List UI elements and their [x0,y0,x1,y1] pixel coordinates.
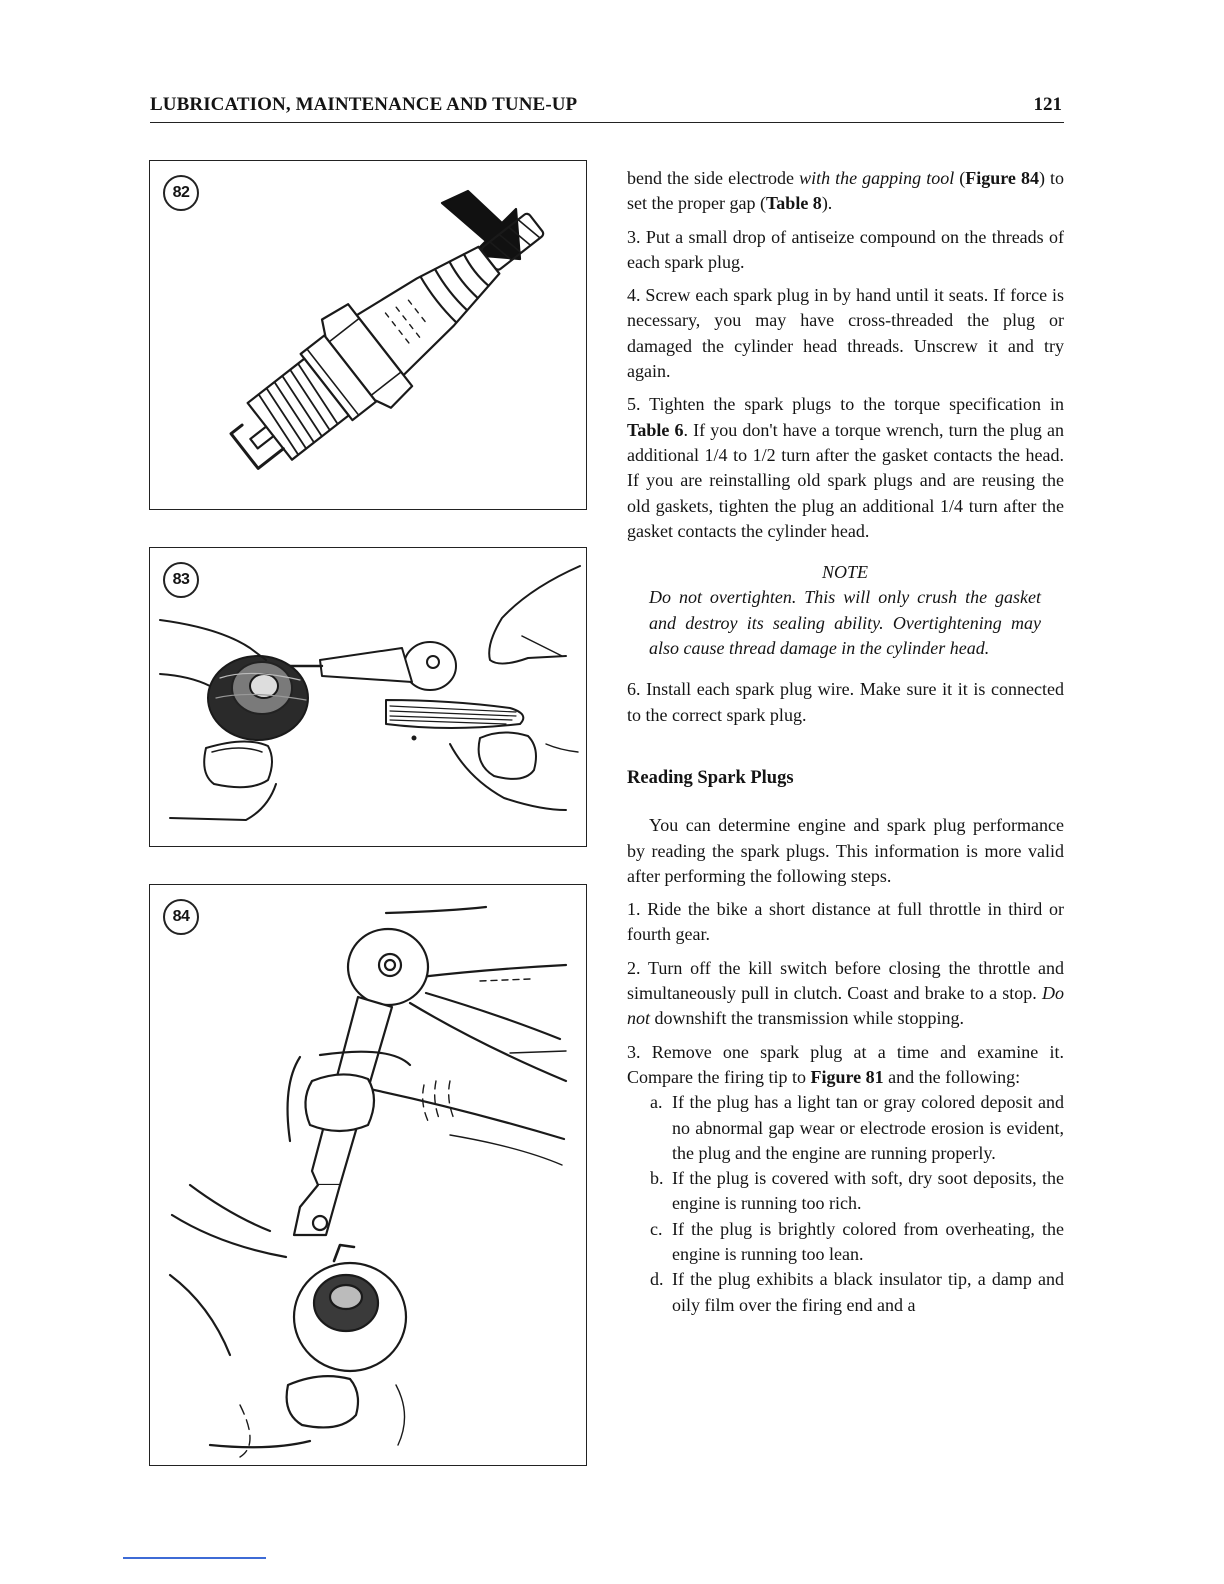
reading-step-2 [627,956,1064,1032]
step-4: 4. Screw each spark plug in by hand until it seats. If force is necessary, you may have cross-threaded the plug or damaged the cylinder head threads. Unscrew it and try again. [627,285,1064,382]
text-run: bend the side electrode [627,168,800,188]
section-heading: Reading Spark Plugs [627,767,794,788]
list-item [627,1267,1064,1318]
reading-intro: You can determine engine and spark plug performance by reading the spark plugs. This information is more valid after performing the following steps. [627,815,1064,886]
list-marker: b. [650,1168,664,1189]
figure-number-badge: 82 [163,175,199,211]
step-3: 3. Put a small drop of antiseize compound on the threads of each spark plug. [627,226,1064,272]
figure-reference: Figure 81 [810,1066,884,1087]
footer-rule [123,1557,266,1559]
list-marker: d. [650,1269,664,1290]
note-text: Do not overtighten. This will only crush the gasket and destroy its sealing ability. Overtightening may also cause thread damage in the cylinder head. [649,587,1041,659]
note-title: NOTE [821,562,868,583]
figure-reference: Figure 84 [965,168,1039,188]
gapping-tool-illustration-icon [150,885,586,1465]
figure-number-badge: 83 [163,562,199,598]
text-run: ( [954,168,966,188]
table-reference: Table 8 [765,193,822,214]
text-run: ) to set the proper gap ( [627,168,1064,214]
text-run: 5. Tighten the spark plugs to the torque specification in [627,394,1064,415]
figure-number-badge: 84 [163,899,199,935]
text-run: . If you don't have a torque wrench, turn the plug an additional 1/4 to 1/2 turn after the gasket contacts the head. If you are reinstalling old spark plugs and are reusing the old gaskets, tighten the plug an additional 1/4 turn after the gasket contacts the cylinder head. [627,419,1064,541]
page-number: 121 [1033,94,1062,115]
step-6: 6. Install each spark plug wire. Make sure it it is connected to the correct spark plug. [627,679,1064,725]
reading-step-3 [627,1040,1064,1091]
list-item [627,1166,1064,1217]
chapter-title: LUBRICATION, MAINTENANCE AND TUNE-UP [150,94,578,115]
emphasis-text: with the gapping tool [799,168,955,188]
text-run: 2. Turn off the kill switch before closing the throttle and simultaneously pull in clutch. Coast and brake to a stop. [627,957,1064,1004]
body-text-column [627,166,1064,1318]
figure-83 [149,547,587,847]
step-5 [627,392,1064,544]
gap-gauge-measurement-illustration-icon [150,548,586,846]
list-item-text: If the plug is covered with soft, dry soot deposits, the engine is running too rich. [672,1168,1064,1214]
reading-step-1: 1. Ride the bike a short distance at full throttle in third or fourth gear. [627,899,1064,945]
text-run: and the following: [883,1066,1021,1087]
text-run: ). [821,193,833,214]
list-item-text: If the plug is brightly colored from overheating, the engine is running too lean. [672,1218,1064,1264]
figure-84 [149,884,587,1466]
emphasis-text: Do not [627,983,1064,1029]
figure-82 [149,160,587,510]
list-item-text: If the plug exhibits a black insulator tip, a damp and oily film over the firing end and a [672,1269,1064,1315]
list-marker: c. [650,1218,663,1239]
list-item [627,1090,1064,1166]
list-item-text: If the plug has a light tan or gray colored deposit and no abnormal gap wear or electrode erosion is evident, the plug and the engine are running properly. [672,1092,1064,1163]
text-run: downshift the transmission while stopping. [650,1008,965,1029]
running-head [150,92,1064,123]
paragraph-gap-intro [627,166,1064,217]
note-box [649,560,1041,661]
list-item [627,1217,1064,1268]
list-marker: a. [650,1092,663,1113]
text-run: 3. Remove one spark plug at a time and examine it. Compare the firing tip to [627,1041,1064,1087]
table-reference: Table 6 [627,419,684,440]
spark-plug-illustration-icon [150,161,586,509]
